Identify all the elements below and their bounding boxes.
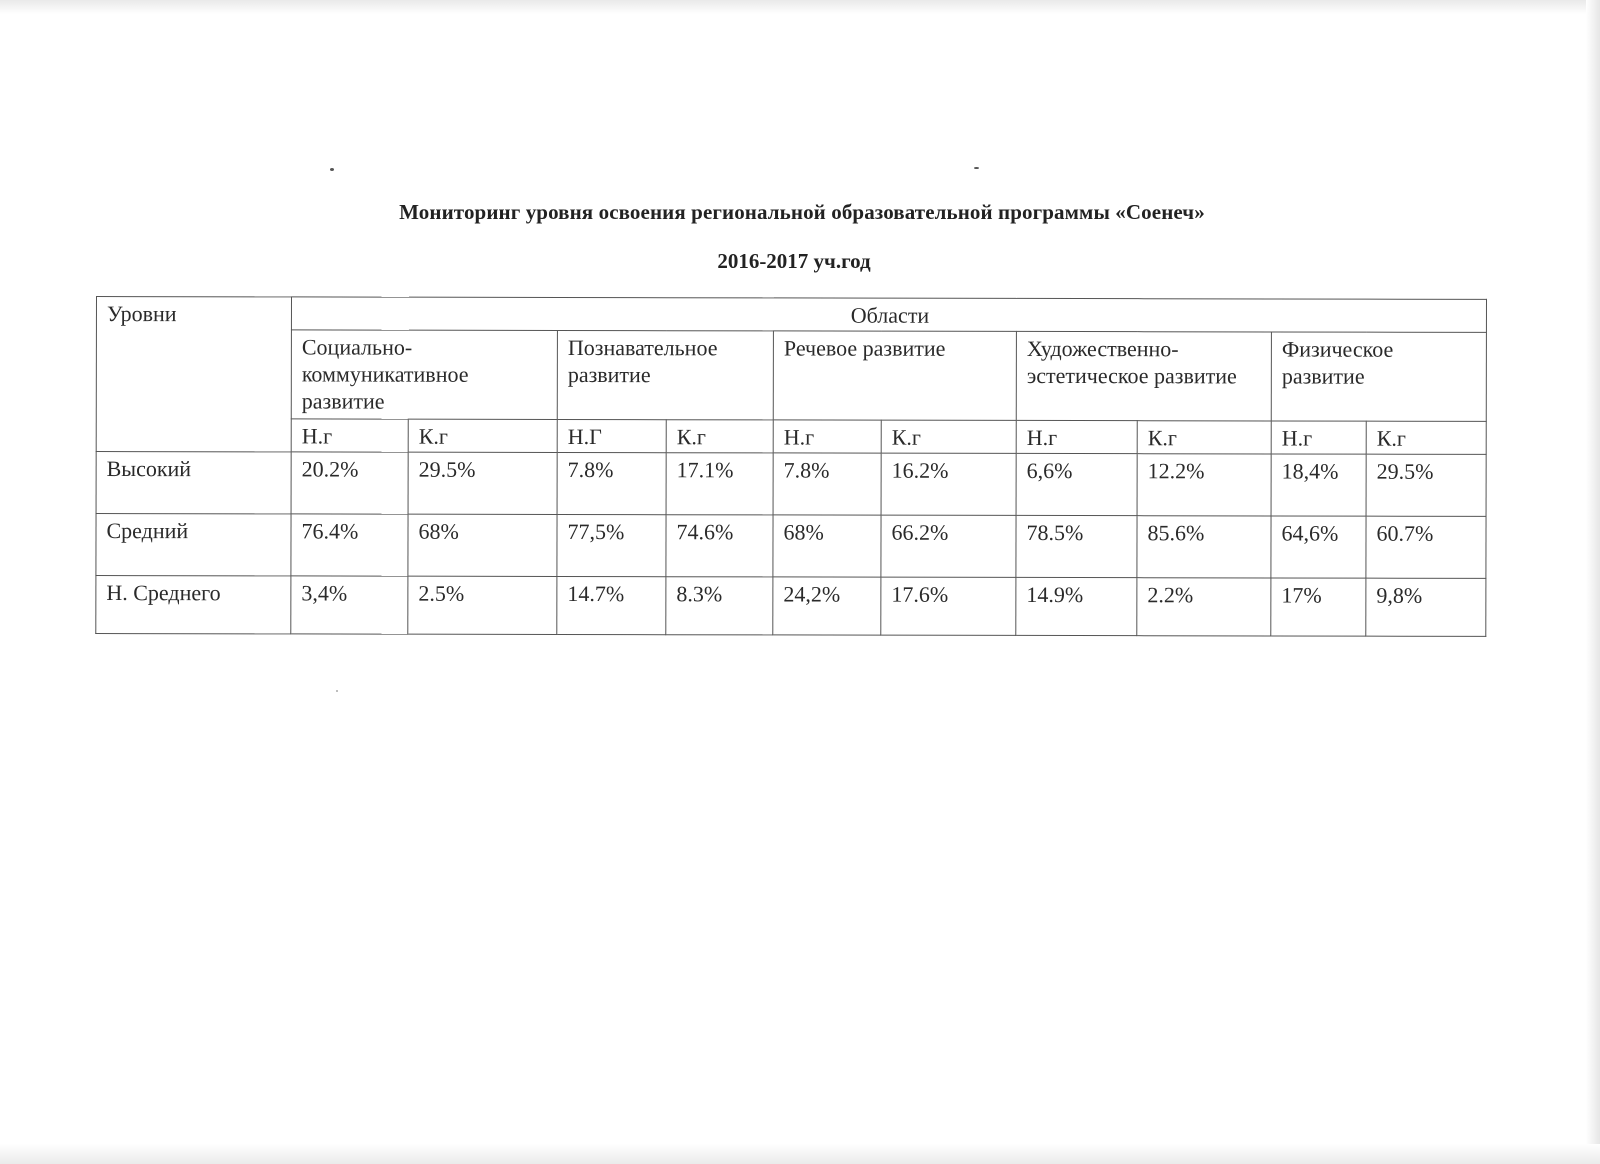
value-cell: 85.6% (1137, 516, 1271, 578)
subheader-cell: К.г (881, 420, 1016, 453)
value-cell: 76.4% (291, 514, 408, 576)
table-header-row (96, 297, 1486, 333)
scan-speck (974, 167, 979, 169)
area-header: Художественно-эстетическое развитие (1016, 331, 1271, 421)
scan-edge-bottom (0, 1144, 1600, 1164)
table-row (96, 514, 1486, 579)
document-title: Мониторинг уровня освоения региональной образовательной программы «Соенеч» (399, 200, 1205, 224)
value-cell: 17% (1271, 578, 1366, 636)
value-cell: 18,4% (1271, 454, 1366, 516)
value-cell: 3,4% (291, 576, 408, 634)
value-cell: 77,5% (557, 514, 666, 576)
value-cell: 16.2% (881, 453, 1016, 515)
subheader-cell: Н.г (773, 420, 881, 453)
value-cell: 17.6% (881, 577, 1016, 635)
scan-speck (336, 690, 338, 692)
value-cell: 78.5% (1016, 515, 1137, 577)
document-subtitle: 2016-2017 уч.год (717, 249, 871, 273)
table-header-row (96, 330, 1486, 422)
area-header: Социально-коммуникативное развитие (291, 330, 557, 420)
value-cell: 6,6% (1016, 453, 1137, 515)
value-cell: 68% (773, 515, 881, 577)
subheader-cell: К.г (1137, 421, 1271, 454)
value-cell: 29.5% (1366, 454, 1486, 516)
level-label: Средний (96, 514, 291, 576)
subheader-cell: К.г (666, 420, 773, 453)
value-cell: 7.8% (557, 452, 666, 514)
area-header: Познавательное развитие (557, 330, 773, 419)
level-label: Высокий (96, 452, 291, 514)
value-cell: 20.2% (291, 452, 408, 514)
value-cell: 8.3% (666, 577, 773, 635)
subheader-cell: Н.г (291, 419, 408, 452)
value-cell: 14.7% (557, 576, 666, 634)
value-cell: 29.5% (408, 452, 557, 514)
area-header: Речевое развитие (773, 331, 1016, 421)
table-row (96, 452, 1486, 517)
subheader-cell: Н.Г (557, 419, 666, 452)
scan-edge-right (1586, 0, 1600, 1164)
subheader-cell: Н.г (1016, 420, 1137, 453)
table-subheader-row (96, 419, 1486, 455)
value-cell: 74.6% (666, 515, 773, 577)
value-cell: 12.2% (1137, 454, 1271, 516)
value-cell: 64,6% (1271, 516, 1366, 578)
table-row (96, 576, 1486, 637)
value-cell: 7.8% (773, 453, 881, 515)
value-cell: 66.2% (881, 515, 1016, 577)
value-cell: 60.7% (1366, 516, 1486, 578)
subheader-cell: К.г (408, 419, 557, 452)
value-cell: 68% (408, 514, 557, 576)
level-label: Н. Среднего (96, 576, 291, 634)
scan-speck (330, 168, 334, 171)
subheader-cell: Н.г (1271, 421, 1366, 454)
monitoring-table (95, 296, 1487, 637)
scan-edge-top (0, 0, 1600, 14)
value-cell: 24,2% (773, 577, 881, 635)
value-cell: 2.2% (1137, 578, 1271, 636)
value-cell: 17.1% (666, 453, 773, 515)
value-cell: 9,8% (1366, 578, 1486, 636)
value-cell: 14.9% (1016, 577, 1137, 635)
subheader-cell: К.г (1366, 421, 1486, 454)
value-cell: 2.5% (408, 576, 557, 634)
areas-header: Области (291, 297, 1486, 333)
levels-header: Уровни (96, 297, 291, 452)
area-header: Физическое развитие (1271, 332, 1486, 421)
